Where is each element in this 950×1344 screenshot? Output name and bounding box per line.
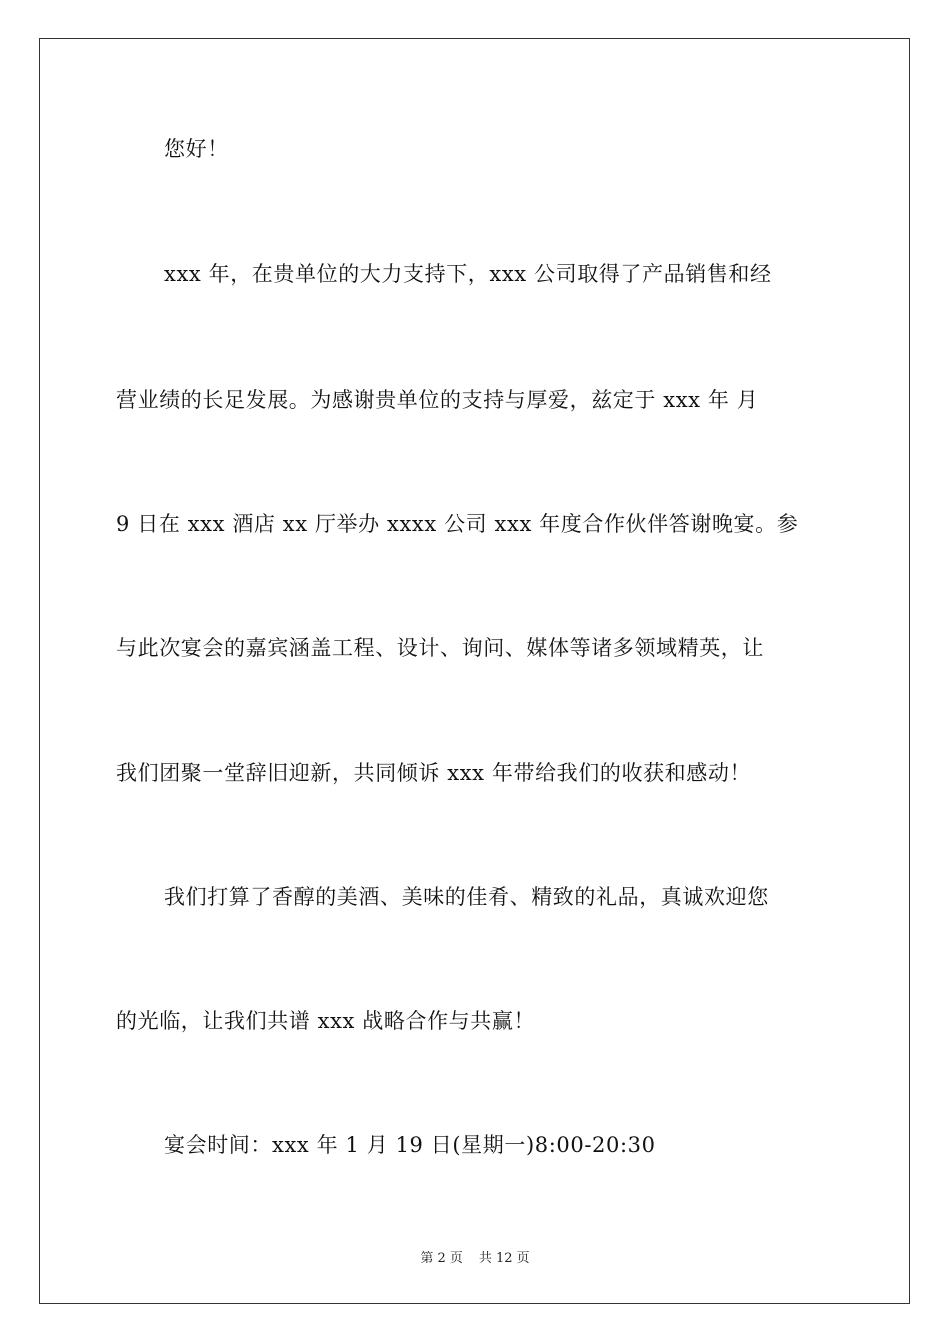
page-frame	[39, 38, 910, 1304]
body-line-2: 营业绩的长足发展。为感谢贵单位的支持与厚爱，兹定于 xxx 年 月	[116, 388, 759, 412]
body-line-7: 的光临，让我们共谱 xxx 战略合作与共赢！	[116, 1009, 536, 1033]
body-line-5: 我们团聚一堂辞旧迎新，共同倾诉 xxx 年带给我们的收获和感动！	[116, 761, 752, 785]
page-footer	[0, 1247, 950, 1266]
page-total: 共 12 页	[478, 1251, 530, 1266]
greeting-line: 您好！	[164, 137, 229, 161]
body-line-3: 9 日在 xxx 酒店 xx 厅举办 xxxx 公司 xxx 年度合作伙伴答谢晚宴。参	[116, 512, 799, 536]
body-line-1: xxx 年，在贵单位的大力支持下，xxx 公司取得了产品销售和经	[164, 262, 772, 286]
body-line-4: 与此次宴会的嘉宾涵盖工程、设计、询问、媒体等诸多领域精英，让	[116, 636, 764, 660]
page-number: 第 2 页	[420, 1251, 463, 1266]
body-line-6: 我们打算了香醇的美酒、美味的佳肴、精致的礼品，真诚欢迎您	[164, 885, 769, 909]
banquet-time-line: 宴会时间：xxx 年 1 月 19 日(星期一)8:00-20:30	[164, 1133, 656, 1157]
